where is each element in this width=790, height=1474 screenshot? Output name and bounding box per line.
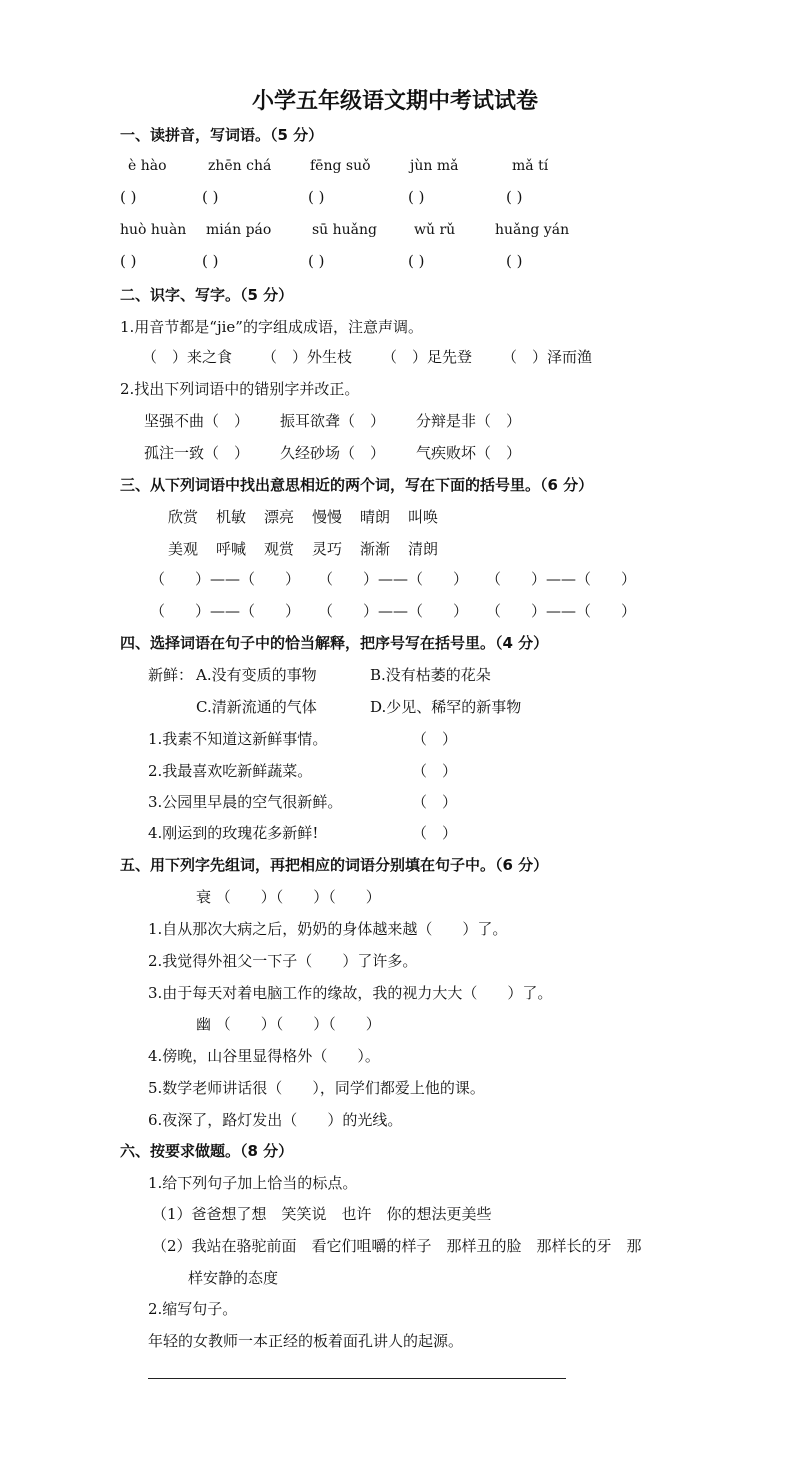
pinyin-item: jùn mǎ: [410, 158, 459, 174]
pinyin-item: mǎ tí: [512, 158, 549, 174]
sentence-item: 2.我最喜欢吃新鲜蔬菜。: [148, 762, 313, 780]
typo-item: 分辩是非（ ）: [416, 412, 522, 430]
word-item: 晴朗: [360, 508, 391, 526]
section-4-heading: 四、选择词语在句子中的恰当解释，把序号写在括号里。（4 分）: [120, 634, 549, 652]
word-item: 观赏: [264, 540, 295, 558]
word-item: 美观: [168, 540, 199, 558]
sentence-item: 6.夜深了，路灯发出（ ）的光线。: [148, 1111, 403, 1129]
typo-item: 气疾败坏（ ）: [416, 444, 522, 462]
answer-blank[interactable]: （ ）: [412, 824, 458, 842]
answer-blank[interactable]: ( ): [202, 252, 219, 270]
typo-item: 振耳欲聋（ ）: [280, 412, 386, 430]
section-3-heading: 三、从下列词语中找出意思相近的两个词，写在下面的括号里。（6 分）: [120, 476, 594, 494]
question-text: 2.缩写句子。: [148, 1300, 238, 1318]
option-b: B.没有枯萎的花朵: [370, 666, 491, 684]
word-item: 漂亮: [264, 508, 295, 526]
word-item: 清朗: [408, 540, 439, 558]
char-line: 衰 （ ）（ ）（ ）: [196, 888, 381, 906]
pinyin-item: huò huàn: [120, 222, 187, 238]
sentence-item: 样安静的态度: [188, 1269, 279, 1287]
word-item: 呼喊: [216, 540, 247, 558]
sentence-item: 1.自从那次大病之后，奶奶的身体越来越（ ）了。: [148, 920, 508, 938]
sentence-item: 4.傍晚，山谷里显得格外（ ）。: [148, 1047, 380, 1065]
typo-item: 久经砂场（ ）: [280, 444, 386, 462]
sentence-item: 3.由于每天对着电脑工作的缘故，我的视力大大（ ）了。: [148, 984, 553, 1002]
word-item: 灵巧: [312, 540, 343, 558]
answer-blank[interactable]: ( ): [408, 252, 425, 270]
question-text: 1.给下列句子加上恰当的标点。: [148, 1174, 358, 1192]
option-a: A.没有变质的事物: [196, 666, 317, 684]
typo-item: 坚强不曲（ ）: [144, 412, 250, 430]
answer-blank[interactable]: （ ）: [412, 730, 458, 748]
pair-blank[interactable]: （ ）——（ ）: [318, 570, 469, 588]
question-text: 1.用音节都是“jie”的字组成成语，注意声调。: [120, 318, 423, 336]
answer-blank[interactable]: ( ): [120, 252, 137, 270]
sentence-item: 4.刚运到的玫瑰花多新鲜!: [148, 824, 319, 842]
answer-line[interactable]: [148, 1378, 566, 1379]
answer-blank[interactable]: ( ): [308, 252, 325, 270]
answer-blank[interactable]: ( ): [408, 188, 425, 206]
idiom-item: （ ）足先登: [382, 348, 473, 366]
answer-blank[interactable]: （ ）: [412, 793, 458, 811]
section-1-heading: 一、读拼音，写词语。（5 分）: [120, 126, 324, 144]
sentence-item: （1）爸爸想了想 笑笑说 也许 你的想法更美些: [152, 1205, 492, 1223]
pinyin-item: mián páo: [206, 222, 272, 238]
pinyin-item: wǔ rǔ: [414, 222, 456, 238]
sentence-item: 3.公园里早晨的空气很新鲜。: [148, 793, 343, 811]
question-text: 2.找出下列词语中的错别字并改正。: [120, 380, 360, 398]
word-item: 渐渐: [360, 540, 391, 558]
sentence-item: 2.我觉得外祖父一下子（ ）了许多。: [148, 952, 418, 970]
pinyin-item: zhēn chá: [208, 158, 272, 174]
answer-blank[interactable]: ( ): [202, 188, 219, 206]
idiom-item: （ ）泽而渔: [502, 348, 593, 366]
option-d: D.少见、稀罕的新事物: [370, 698, 522, 716]
pinyin-item: è hào: [128, 158, 167, 174]
sentence-item: 5.数学老师讲话很（ ），同学们都爱上他的课。: [148, 1079, 485, 1097]
word-label: 新鲜：: [148, 666, 194, 684]
char-line: 幽 （ ）（ ）（ ）: [196, 1015, 381, 1033]
sentence-item: 1.我素不知道这新鲜事情。: [148, 730, 328, 748]
section-2-heading: 二、识字、写字。（5 分）: [120, 286, 294, 304]
pinyin-item: huǎng yán: [495, 222, 570, 238]
word-item: 叫唤: [408, 508, 439, 526]
answer-blank[interactable]: （ ）: [412, 762, 458, 780]
section-6-heading: 六、按要求做题。（8 分）: [120, 1142, 294, 1160]
answer-blank[interactable]: ( ): [120, 188, 137, 206]
option-c: C.清新流通的气体: [196, 698, 317, 716]
pair-blank[interactable]: （ ）——（ ）: [486, 570, 637, 588]
idiom-item: （ ）来之食: [142, 348, 233, 366]
pair-blank[interactable]: （ ）——（ ）: [150, 570, 301, 588]
word-item: 慢慢: [312, 508, 343, 526]
word-item: 机敏: [216, 508, 247, 526]
answer-blank[interactable]: ( ): [506, 252, 523, 270]
word-item: 欣赏: [168, 508, 199, 526]
pair-blank[interactable]: （ ）——（ ）: [486, 602, 637, 620]
pair-blank[interactable]: （ ）——（ ）: [318, 602, 469, 620]
answer-blank[interactable]: ( ): [506, 188, 523, 206]
sentence-item: 年轻的女教师一本正经的板着面孔讲人的起源。: [148, 1332, 464, 1350]
pair-blank[interactable]: （ ）——（ ）: [150, 602, 301, 620]
sentence-item: （2）我站在骆驼前面 看它们咀嚼的样子 那样丑的脸 那样长的牙 那: [152, 1237, 642, 1255]
pinyin-item: sū huǎng: [312, 222, 378, 238]
typo-item: 孤注一致（ ）: [144, 444, 250, 462]
answer-blank[interactable]: ( ): [308, 188, 325, 206]
idiom-item: （ ）外生枝: [262, 348, 353, 366]
pinyin-item: fēng suǒ: [310, 158, 371, 174]
section-5-heading: 五、用下列字先组词，再把相应的词语分别填在句子中。（6 分）: [120, 856, 549, 874]
page-title: 小学五年级语文期中考试试卷: [251, 89, 538, 114]
